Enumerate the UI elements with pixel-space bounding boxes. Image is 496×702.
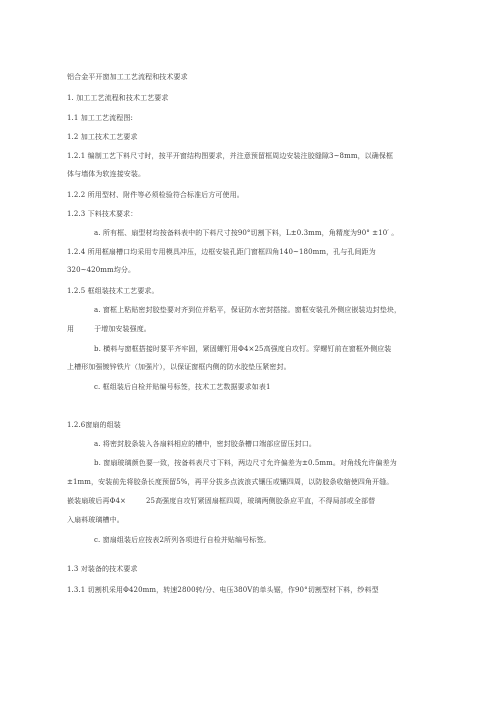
list-item: b. 窗扇玻璃颜色要一致，按备料表尺寸下料，两边尺寸允许偏差为±0.5mm。对角线允许偏差为: [94, 459, 397, 467]
list-item: c. 框组装后自检并贴编号标签，技术工艺数据要求如表1: [94, 383, 271, 391]
body-line: 1.2.1 编制工艺下料尺寸时，按平开窗结构图要求，并注意预留框周边安装注胶缝隙3~8mm，以确保框: [67, 152, 394, 160]
body-line: 1.3.1 切割机采用Φ420mm，转速2800转/分、电压380V的单头锯，作90°切割型材下料，纱料型: [67, 586, 379, 594]
body-fragment: 于增加安装强度。: [94, 325, 151, 333]
section-heading: 1. 加工工艺流程和技术工艺要求: [67, 94, 169, 102]
body-fragment: 用: [67, 325, 75, 333]
body-line: 1.2.4 所用框扇槽口均采用专用模具冲压，边框安装孔距门窗框四角140~180mm，孔与孔间距为: [67, 248, 376, 256]
section-heading: 1.2.3 下料技术要求：: [67, 210, 138, 218]
body-fragment: 25高强度自攻钉紧固扇框四周，玻璃两侧胶条应平直，不得局部或全部替: [145, 497, 376, 505]
body-line: ±1mm，安装前先将胶条长度预留5%，再平分拔多点波浪式镶压或镶四周，以防胶条收缩使四角开缝。: [67, 478, 394, 486]
list-item: a. 将密封胶条装入各扇料相应的槽中，密封胶条槽口端部应留压封口。: [94, 440, 316, 448]
list-item: a. 所有框、扇型材均按备料表中的下料尺寸按90°切割下料，L±0.3mm，角精度为90° ±10′ 。: [94, 229, 399, 237]
list-item: a. 窗框上粘贴密封胶垫要对齐到位并粘平，保证防水密封搭接。窗框安装孔外侧应嵌装边封垫块，: [94, 306, 402, 314]
section-heading: 1.2 加工技术工艺要求: [67, 133, 138, 141]
body-line: 上槽形加强镀锌铁片（加强片），以保证窗框内侧的防水胶垫压紧密封。: [67, 363, 291, 371]
document-title: 铝合金平开窗加工工艺流程和技术要求: [67, 73, 188, 81]
body-line: 体与墙体为软连接安装。: [67, 170, 146, 178]
section-heading: 1.2.5 框组装技术工艺要求。: [67, 287, 159, 295]
section-heading: 1.2.6窗扇的组装: [67, 421, 121, 429]
body-line: [67, 325, 151, 334]
body-line: [67, 497, 375, 506]
body-line: 入扇料玻璃槽中。: [67, 516, 124, 524]
section-heading: 1.3 对装备的技术要求: [67, 565, 138, 573]
section-heading: 1.1 加工工艺流程图:: [67, 114, 133, 122]
body-line: 320~420mm均分。: [67, 266, 136, 274]
body-line: 1.2.2 所用型材、附件等必须检验符合标准后方可使用。: [67, 191, 244, 199]
list-item: c. 窗扇组装后应按表2所列各项进行自检并贴编号标签。: [94, 536, 271, 544]
list-item: b. 横料与窗框搭接时要平齐牢固，紧固螺钉用Φ4×25高强度自攻钉。穿螺钉前在窗框外侧应装: [94, 345, 392, 353]
body-fragment: 嵌装扇玻后再Φ4×: [67, 497, 126, 505]
